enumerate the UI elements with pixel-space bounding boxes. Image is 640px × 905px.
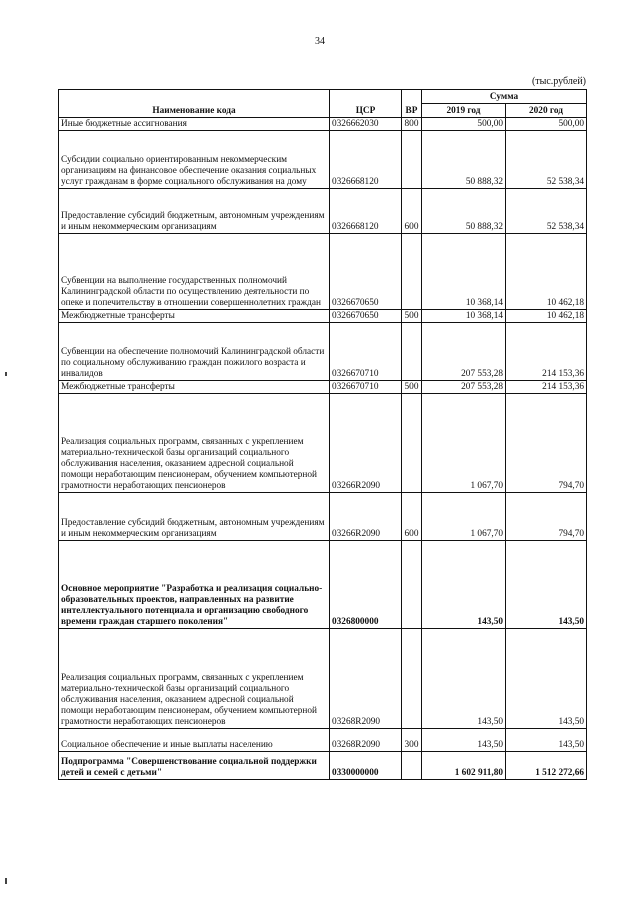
row-name: Реализация социальных программ, связанных с укреплением материально-технической базы организаций социального обслуживания населения, оказанием адресной социальной помощи неработающим пенсионерам, обучением компьютерной грамотности неработающих пенсионеров — [59, 629, 330, 729]
row-vr: 300 — [402, 729, 422, 752]
row-name: Иные бюджетные ассигнования — [59, 118, 330, 131]
row-2019: 1 067,70 — [422, 493, 506, 541]
row-csr: 0330000000 — [330, 752, 402, 780]
row-2020: 214 153,36 — [506, 381, 587, 394]
row-2019: 10 368,14 — [422, 234, 506, 310]
row-name: Субвенции на обеспечение полномочий Калининградской области по социальному обслуживанию граждан пожилого возраста и инвалидов — [59, 323, 330, 381]
row-csr: 0326670710 — [330, 323, 402, 381]
row-name: Субсидии социально ориентированным некоммерческим организациям на финансовое обеспечение оказания социальных услуг гражданам в форме социального обслуживания на дому — [59, 131, 330, 189]
table-row — [59, 234, 587, 310]
row-2020: 52 538,34 — [506, 189, 587, 234]
table-row — [59, 189, 587, 234]
row-vr — [402, 234, 422, 310]
budget-table — [58, 89, 587, 780]
row-2019: 1 067,70 — [422, 394, 506, 493]
row-2020: 214 153,36 — [506, 323, 587, 381]
header-2019: 2019 год — [422, 104, 506, 118]
row-name: Социальное обеспечение и иные выплаты населению — [59, 729, 330, 752]
row-2019: 143,50 — [422, 629, 506, 729]
row-2019: 500,00 — [422, 118, 506, 131]
row-2020: 143,50 — [506, 729, 587, 752]
header-sum: Сумма — [422, 90, 587, 104]
row-csr: 0326670650 — [330, 310, 402, 323]
row-name: Реализация социальных программ, связанных с укреплением материально-технической базы организаций социального обслуживания населения, оказанием адресной социальной помощи неработающим пенсионерам, обучением компьютерной грамотности неработающих пенсионеров — [59, 394, 330, 493]
scan-margin-mark — [5, 878, 7, 884]
header-csr: ЦСР — [330, 90, 402, 118]
table-row — [59, 541, 587, 629]
row-vr: 500 — [402, 310, 422, 323]
row-vr: 600 — [402, 189, 422, 234]
row-name: Предоставление субсидий бюджетным, автономным учреждениям и иным некоммерческим организациям — [59, 189, 330, 234]
row-2019: 143,50 — [422, 541, 506, 629]
row-2019: 207 553,28 — [422, 323, 506, 381]
row-2019: 10 368,14 — [422, 310, 506, 323]
row-vr — [402, 131, 422, 189]
table-row — [59, 729, 587, 752]
table-row — [59, 310, 587, 323]
row-vr: 800 — [402, 118, 422, 131]
table-row — [59, 629, 587, 729]
table-row — [59, 752, 587, 780]
row-2020: 10 462,18 — [506, 310, 587, 323]
row-csr: 0326668120 — [330, 189, 402, 234]
table-row — [59, 394, 587, 493]
units-label: (тыс.рублей) — [531, 76, 586, 87]
row-2020: 143,50 — [506, 541, 587, 629]
header-2020: 2020 год — [506, 104, 587, 118]
table-row — [59, 131, 587, 189]
row-vr — [402, 541, 422, 629]
scan-margin-mark — [5, 372, 7, 376]
row-csr: 0326670650 — [330, 234, 402, 310]
row-name: Межбюджетные трансферты — [59, 381, 330, 394]
row-2020: 794,70 — [506, 493, 587, 541]
table-row — [59, 118, 587, 131]
row-vr — [402, 629, 422, 729]
row-name: Подпрограмма "Совершенствование социальной поддержки детей и семей с детьми" — [59, 752, 330, 780]
header-vr: ВР — [402, 90, 422, 118]
row-csr: 03268R2090 — [330, 629, 402, 729]
row-csr: 0326670710 — [330, 381, 402, 394]
row-2019: 143,50 — [422, 729, 506, 752]
row-csr: 03266R2090 — [330, 394, 402, 493]
row-name: Субвенции на выполнение государственных полномочий Калининградской области по осуществлению деятельности по опеке и попечительству в отношении совершеннолетних граждан — [59, 234, 330, 310]
row-csr: 0326800000 — [330, 541, 402, 629]
row-csr: 03266R2090 — [330, 493, 402, 541]
row-vr: 500 — [402, 381, 422, 394]
row-vr — [402, 394, 422, 493]
header-name: Наименование кода — [59, 90, 330, 118]
row-csr: 0326662030 — [330, 118, 402, 131]
row-2019: 50 888,32 — [422, 189, 506, 234]
row-2019: 50 888,32 — [422, 131, 506, 189]
row-2020: 52 538,34 — [506, 131, 587, 189]
table-row — [59, 323, 587, 381]
row-vr — [402, 323, 422, 381]
row-csr: 03268R2090 — [330, 729, 402, 752]
row-name: Межбюджетные трансферты — [59, 310, 330, 323]
row-vr: 600 — [402, 493, 422, 541]
row-2020: 10 462,18 — [506, 234, 587, 310]
row-2020: 1 512 272,66 — [506, 752, 587, 780]
table-row — [59, 381, 587, 394]
table-row — [59, 493, 587, 541]
row-2019: 1 602 911,80 — [422, 752, 506, 780]
row-name: Предоставление субсидий бюджетным, автономным учреждениям и иным некоммерческим организациям — [59, 493, 330, 541]
row-vr — [402, 752, 422, 780]
row-csr: 0326668120 — [330, 131, 402, 189]
row-2020: 143,50 — [506, 629, 587, 729]
row-2019: 207 553,28 — [422, 381, 506, 394]
row-2020: 500,00 — [506, 118, 587, 131]
page-number: 34 — [315, 36, 325, 47]
row-2020: 794,70 — [506, 394, 587, 493]
row-name: Основное мероприятие "Разработка и реализация социально-образовательных проектов, направленных на развитие интеллектуального потенциала и организацию свободного времени граждан старшего поколения" — [59, 541, 330, 629]
